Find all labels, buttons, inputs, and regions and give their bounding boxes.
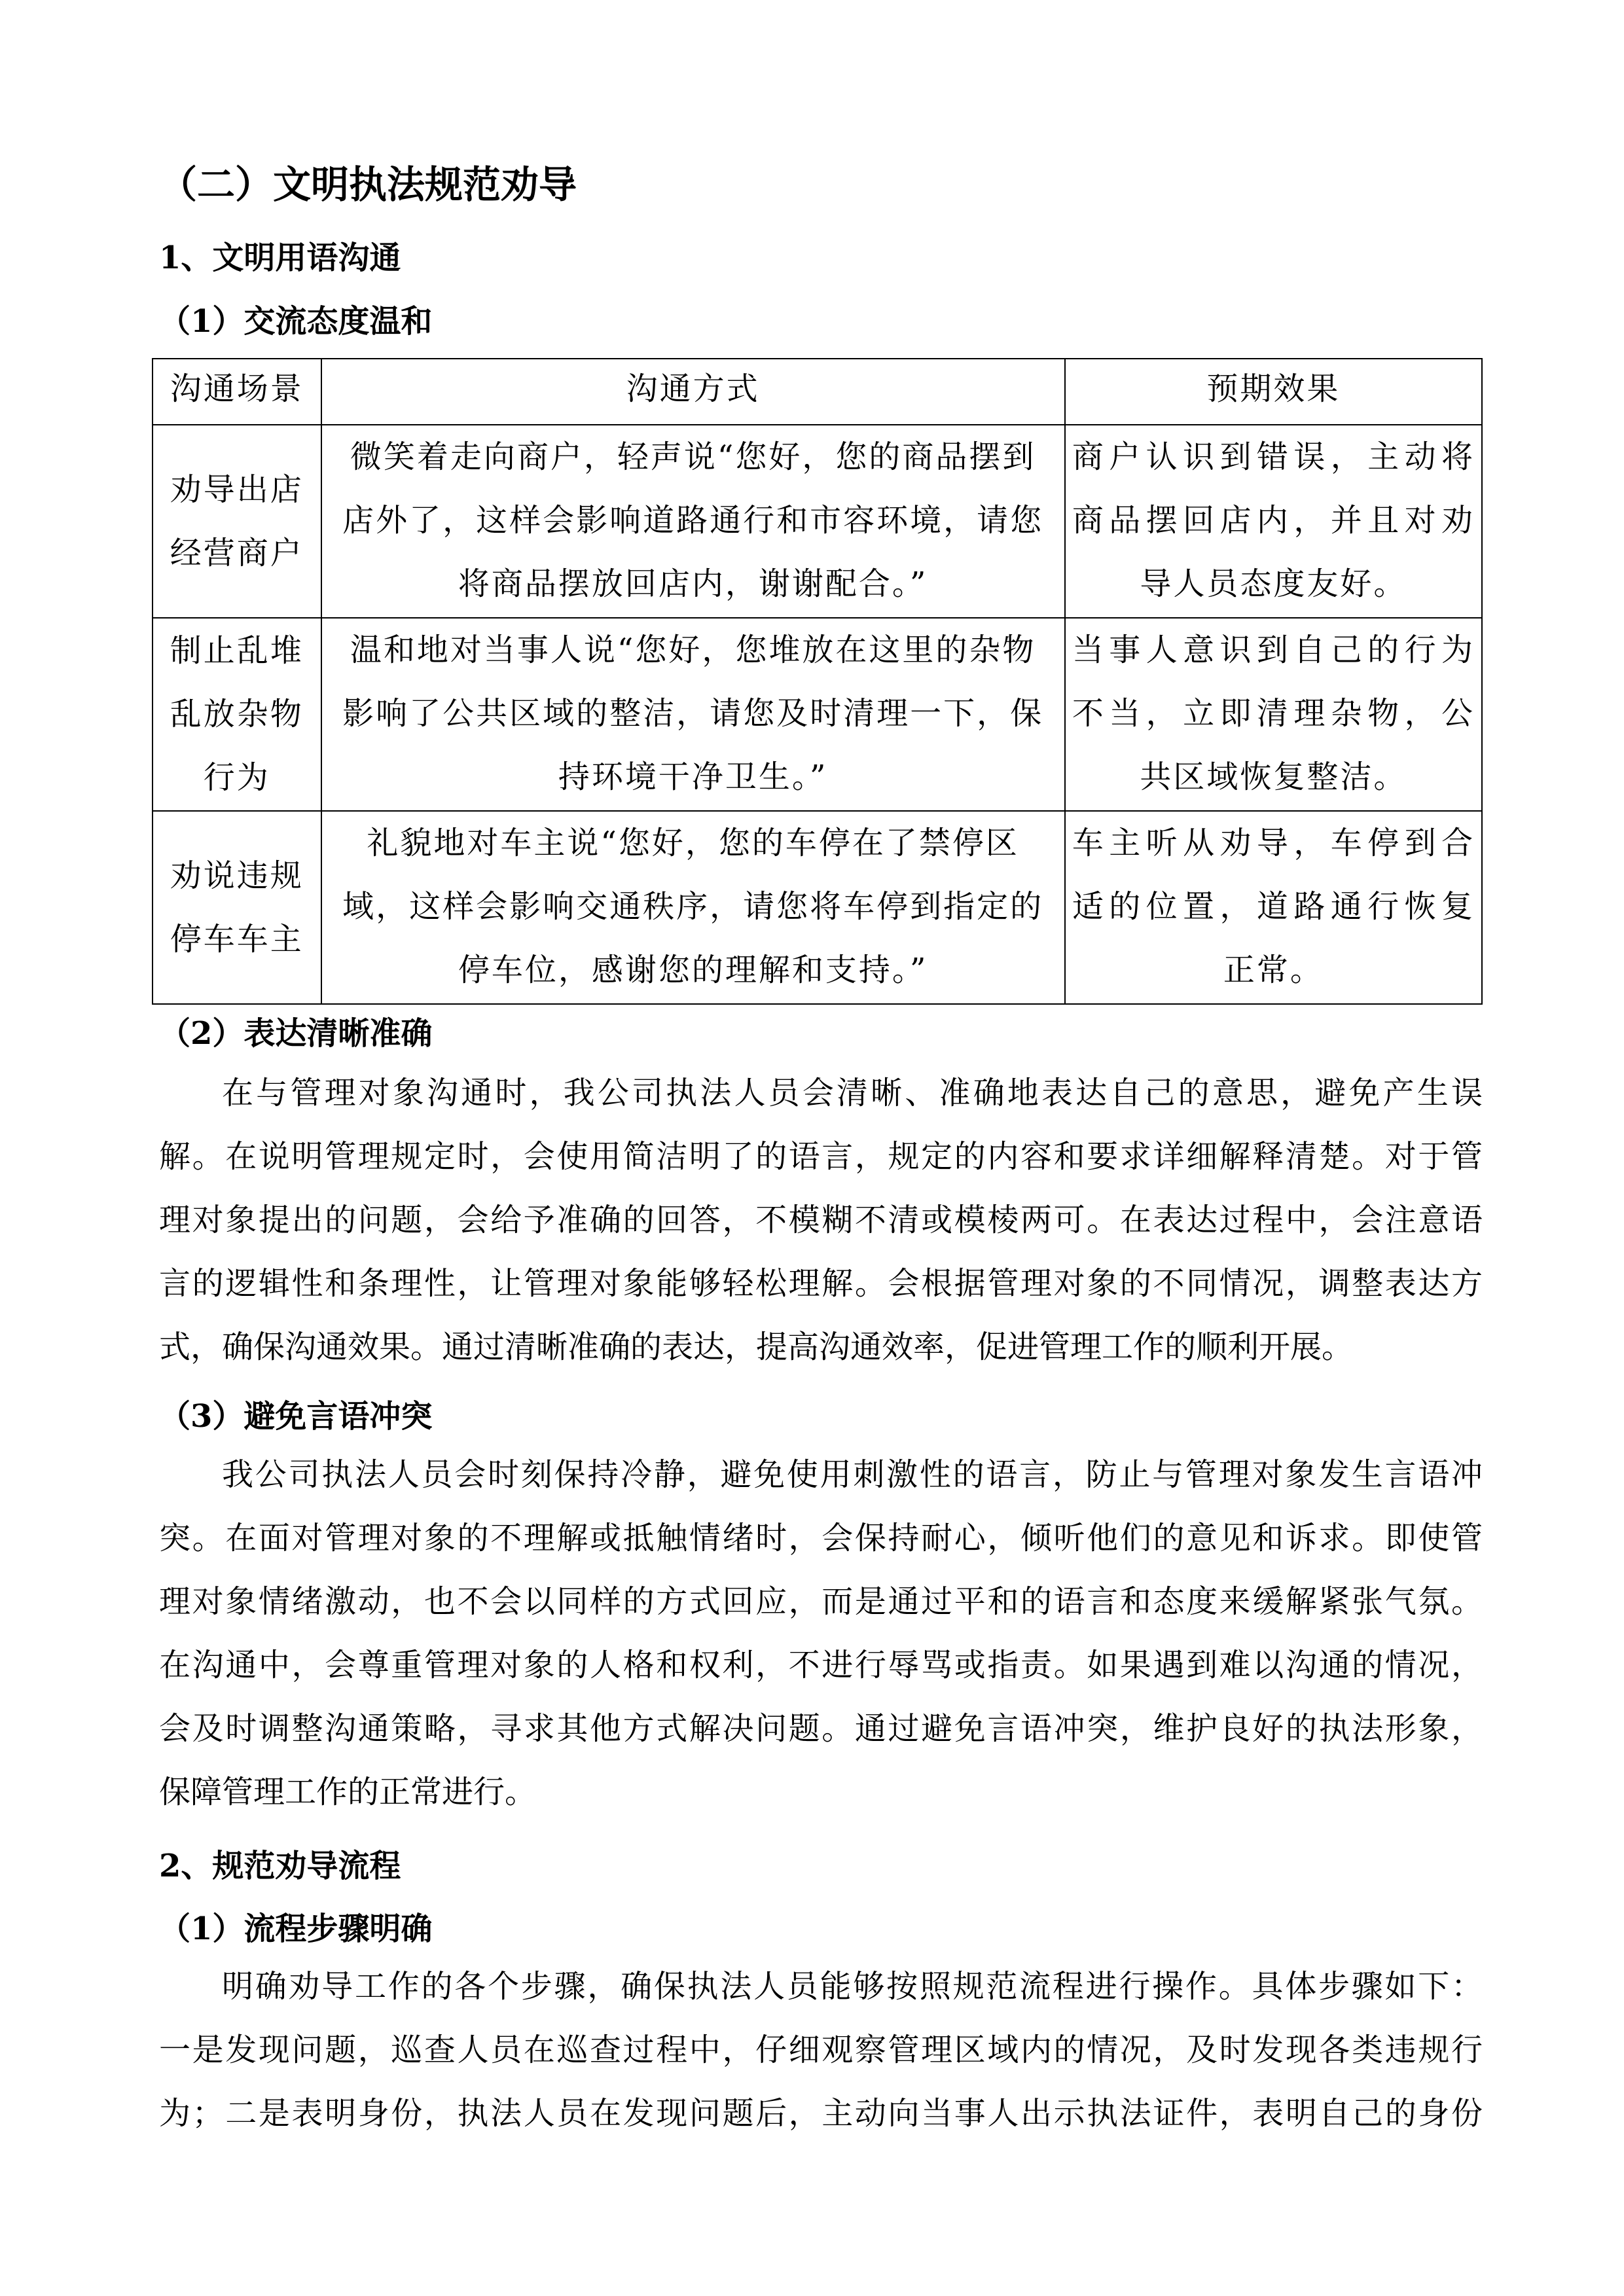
- cell-line: 当事人意识到自己的行为: [1072, 632, 1475, 668]
- cell-line: 礼貌地对车主说“您好，您的车停在了禁停区: [367, 825, 1019, 861]
- cell-method: [321, 618, 1065, 811]
- paragraph-line: 突。在面对管理对象的不理解或抵触情绪时，会保持耐心，倾听他们的意见和诉求。即使管: [159, 1520, 1483, 1556]
- cell-line: 持环境干净卫生。”: [558, 759, 828, 795]
- cell-line: 劝导出店: [170, 471, 304, 508]
- cell-line: 商户认识到错误，主动将: [1072, 439, 1475, 475]
- paragraph-clear-steps: [159, 1955, 1483, 2145]
- paragraph-line: 在与管理对象沟通时，我公司执法人员会清晰、准确地表达自己的意思，避免产生误: [222, 1075, 1483, 1111]
- cell-line: 正常。: [1223, 952, 1324, 988]
- paragraph-line: 会及时调整沟通策略，寻求其他方式解决问题。通过避免言语冲突，维护良好的执法形象，: [159, 1710, 1483, 1747]
- cell-line: 共区域恢复整洁。: [1140, 759, 1407, 795]
- cell-line: 导人员态度友好。: [1140, 565, 1407, 602]
- table-header-row: [153, 359, 1482, 425]
- subheading-guidance-process: 2、规范劝导流程: [159, 1848, 401, 1884]
- subheading-civil-language: 1、文明用语沟通: [159, 240, 401, 276]
- cell-scene: [153, 811, 321, 1004]
- header-effect: 预期效果: [1206, 370, 1341, 407]
- header-method: 沟通方式: [626, 370, 760, 407]
- paragraph-clear-expression: [159, 1062, 1483, 1379]
- paragraph-line: 保障管理工作的正常进行。: [159, 1774, 537, 1810]
- cell-line: 店外了，这样会影响道路通行和市容环境，请您: [342, 502, 1044, 539]
- cell-line: 车主听从劝导，车停到合: [1072, 825, 1475, 861]
- cell-line: 制止乱堆: [170, 632, 304, 669]
- cell-line: 行为: [203, 759, 270, 796]
- paragraph-line: 解。在说明管理规定时，会使用简洁明了的语言，规定的内容和要求详细解释清楚。对于管: [159, 1138, 1483, 1175]
- section-heading: （二）文明执法规范劝导: [159, 162, 577, 207]
- subheading-clear-steps: （1）流程步骤明确: [159, 1910, 433, 1947]
- paragraph-line: 式，确保沟通效果。通过清晰准确的表达，提高沟通效率，促进管理工作的顺利开展。: [159, 1329, 1354, 1365]
- cell-line: 停车位，感谢您的理解和支持。”: [458, 952, 928, 988]
- cell-method: [321, 811, 1065, 1004]
- communication-table: [152, 358, 1483, 1005]
- table-row: [153, 618, 1482, 811]
- cell-line: 域，这样会影响交通秩序，请您将车停到指定的: [342, 888, 1044, 925]
- cell-effect: [1065, 811, 1482, 1004]
- header-scene: 沟通场景: [170, 370, 304, 407]
- cell-line: 停车车主: [170, 920, 304, 958]
- paragraph-line: 我公司执法人员会时刻保持冷静，避免使用刺激性的语言，防止与管理对象发生言语冲: [222, 1456, 1483, 1493]
- paragraph-line: 言的逻辑性和条理性，让管理对象能够轻松理解。会根据管理对象的不同情况，调整表达方: [159, 1265, 1483, 1302]
- table-row: [153, 811, 1482, 1004]
- cell-line: 适的位置，道路通行恢复: [1072, 888, 1475, 925]
- cell-line: 温和地对当事人说“您好，您堆放在这里的杂物: [350, 632, 1036, 668]
- cell-line: 将商品摆放回店内，谢谢配合。”: [458, 565, 928, 602]
- cell-line: 劝说违规: [170, 857, 304, 894]
- cell-effect: [1065, 425, 1482, 618]
- subheading-avoid-conflict: （3）避免言语冲突: [159, 1398, 433, 1435]
- paragraph-line: 理对象情绪激动，也不会以同样的方式回应，而是通过平和的语言和态度来缓解紧张气氛。: [159, 1583, 1483, 1620]
- subheading-gentle-attitude: （1）交流态度温和: [159, 303, 433, 340]
- cell-scene: [153, 425, 321, 618]
- cell-line: 影响了公共区域的整洁，请您及时清理一下，保: [342, 695, 1044, 732]
- cell-line: 经营商户: [170, 534, 304, 571]
- paragraph-avoid-conflict: [159, 1443, 1483, 1824]
- cell-line: 不当，立即清理杂物，公: [1072, 695, 1475, 732]
- paragraph-line: 一是发现问题，巡查人员在巡查过程中，仔细观察管理区域内的情况，及时发现各类违规行: [159, 2032, 1483, 2068]
- paragraph-line: 理对象提出的问题，会给予准确的回答，不模糊不清或模棱两可。在表达过程中，会注意语: [159, 1202, 1483, 1238]
- cell-line: 商品摆回店内，并且对劝: [1072, 502, 1475, 539]
- cell-effect: [1065, 618, 1482, 811]
- cell-scene: [153, 618, 321, 811]
- cell-line: 乱放杂物: [170, 696, 304, 732]
- cell-line: 微笑着走向商户，轻声说“您好，您的商品摆到: [350, 439, 1036, 475]
- paragraph-line: 为；二是表明身份，执法人员在发现问题后，主动向当事人出示执法证件，表明自己的身份: [159, 2095, 1483, 2132]
- paragraph-line: 明确劝导工作的各个步骤，确保执法人员能够按照规范流程进行操作。具体步骤如下：: [222, 1968, 1483, 2005]
- subheading-clear-expression: （2）表达清晰准确: [159, 1015, 433, 1052]
- cell-method: [321, 425, 1065, 618]
- paragraph-line: 在沟通中，会尊重管理对象的人格和权利，不进行辱骂或指责。如果遇到难以沟通的情况，: [159, 1647, 1483, 1683]
- table-row: [153, 425, 1482, 618]
